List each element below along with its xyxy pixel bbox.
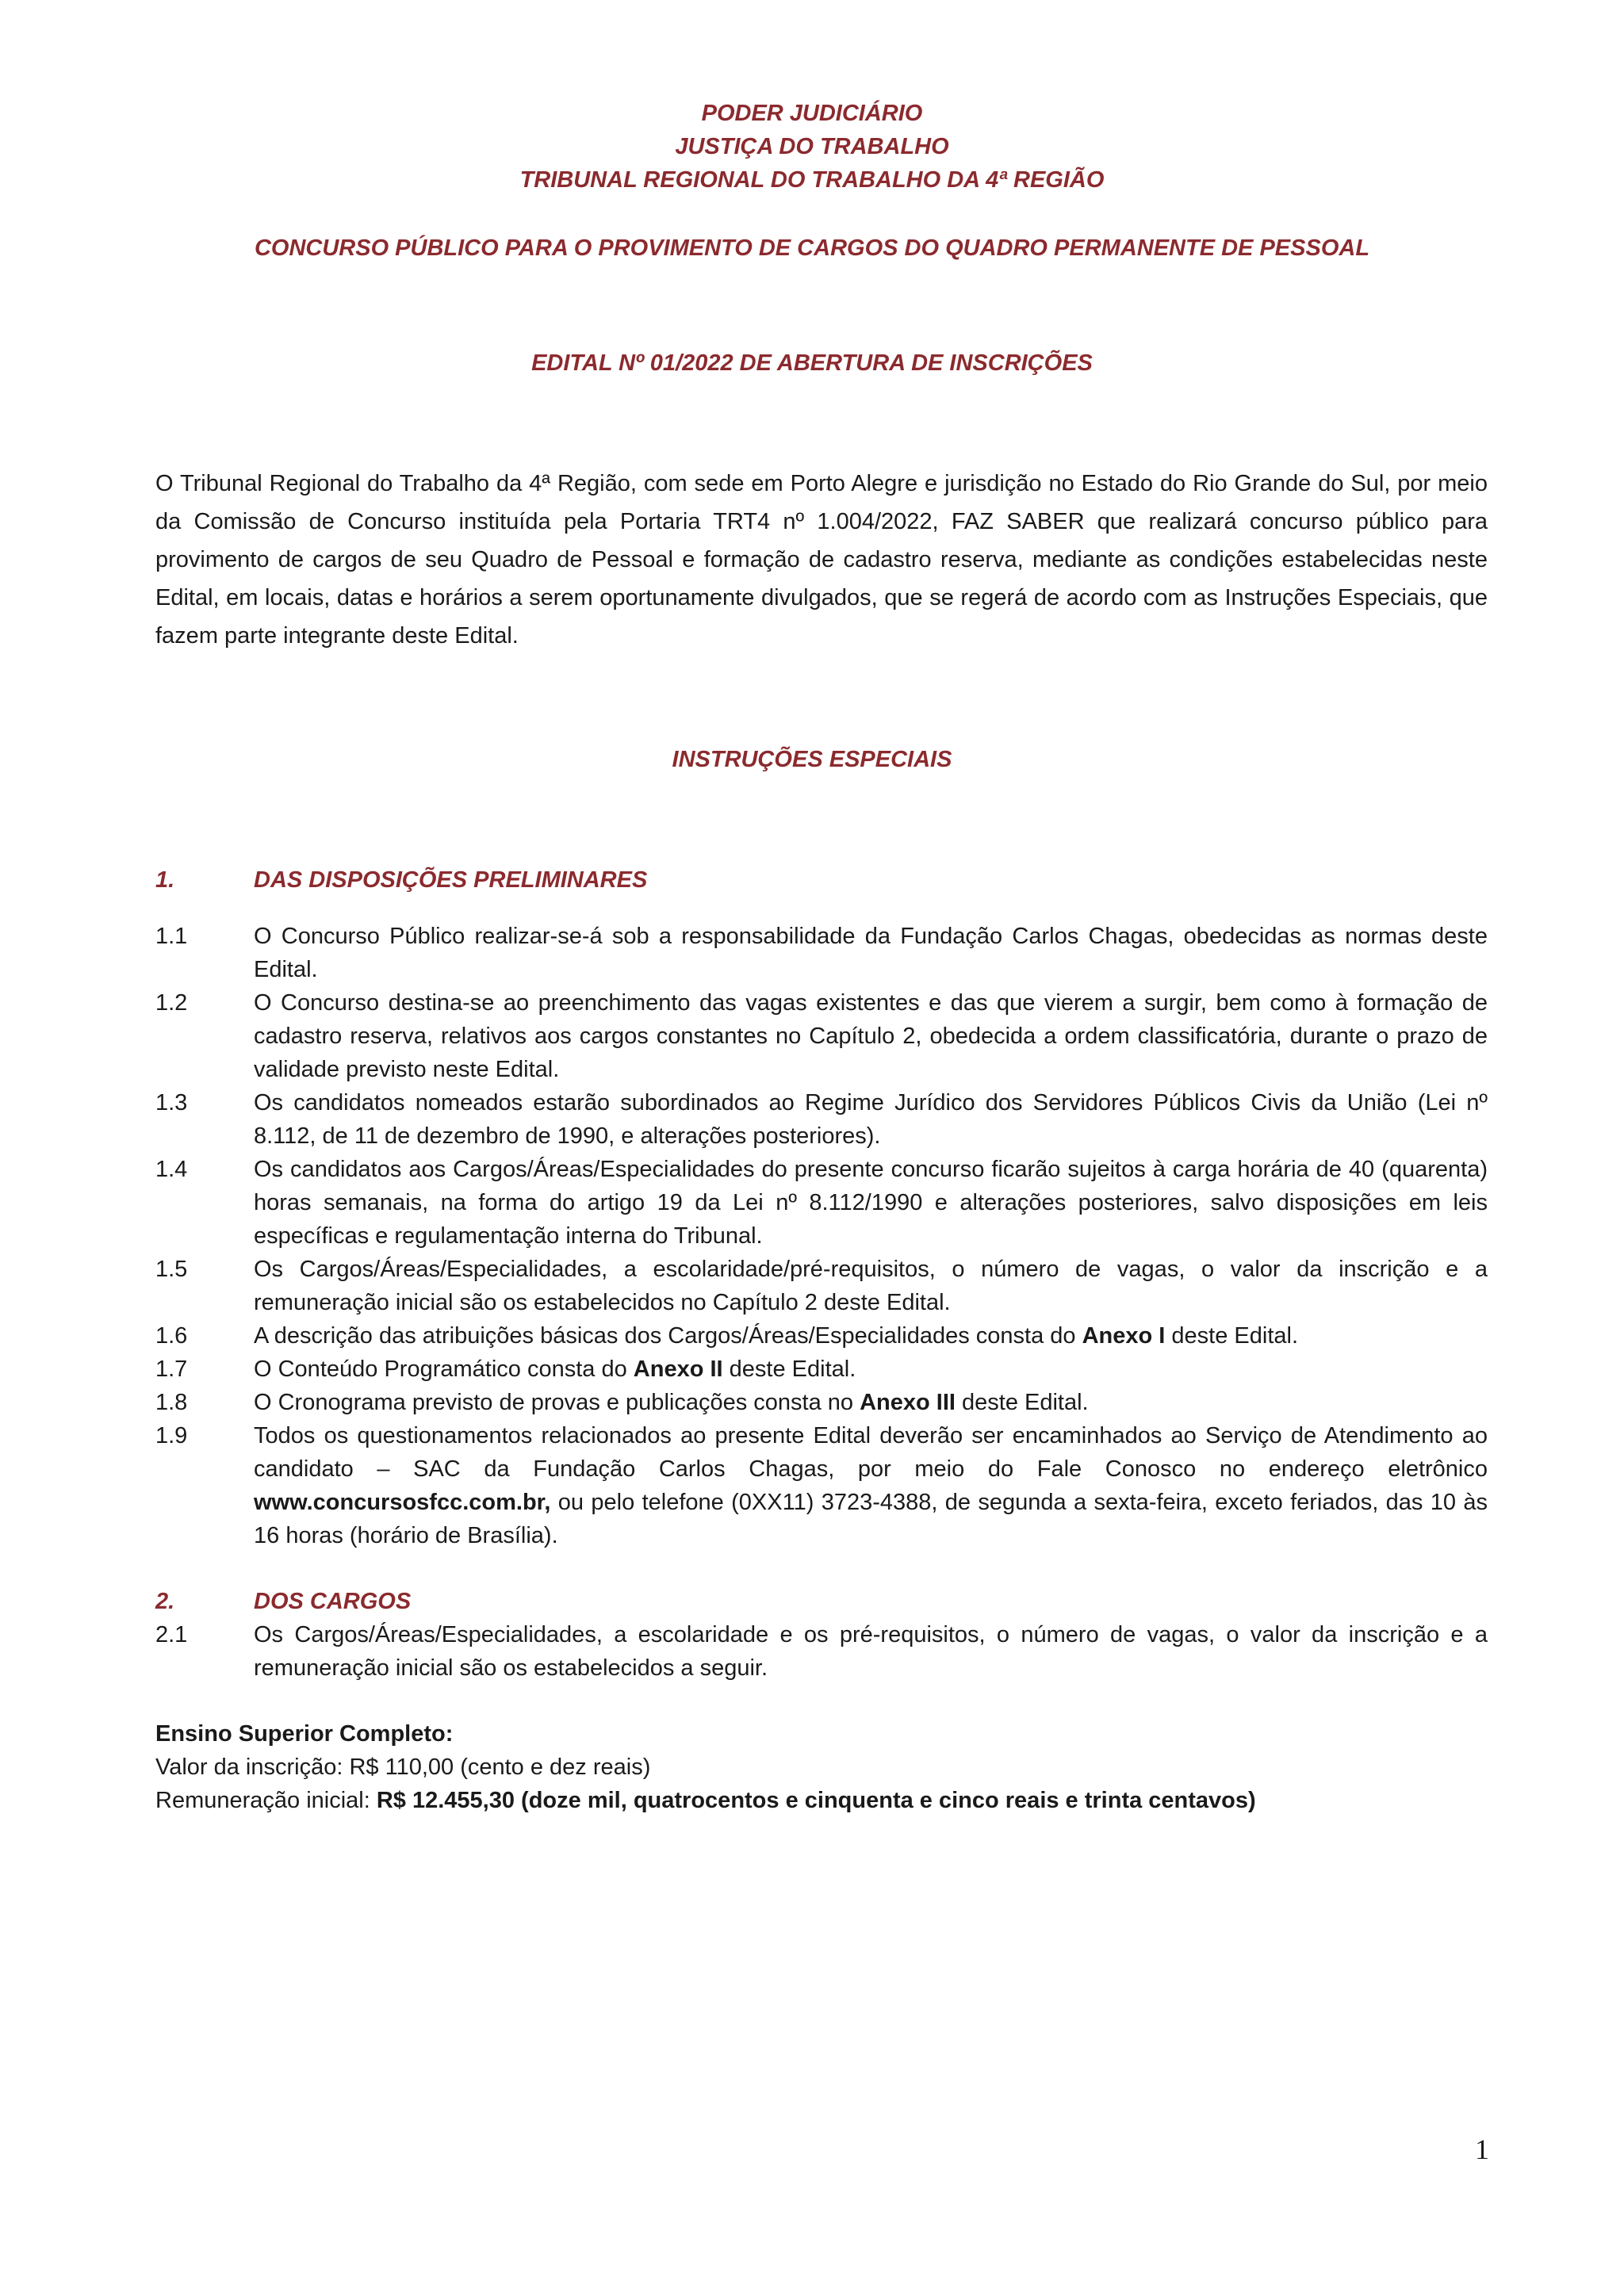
ensino-superior-block [155, 1717, 1488, 1817]
item-text-pre: O Cronograma previsto de provas e publicações consta no [254, 1390, 860, 1415]
header-line-concurso: CONCURSO PÚBLICO PARA O PROVIMENTO DE CARGOS DO QUADRO PERMANENTE DE PESSOAL [254, 235, 1370, 261]
section-2-number: 2. [155, 1589, 175, 1614]
item-number: 1.9 [155, 1423, 188, 1448]
list-item [155, 1153, 1488, 1253]
item-number: 1.1 [155, 924, 188, 949]
item-number: 1.6 [155, 1323, 188, 1349]
edital-title-block [0, 346, 1624, 380]
page-number: 1 [1475, 2133, 1489, 2165]
item-text-post: deste Edital. [722, 1357, 856, 1382]
item-number: 2.1 [155, 1622, 188, 1647]
instructions-title: INSTRUÇÕES ESPECIAIS [672, 747, 952, 772]
remuneracao-value: R$ 12.455,30 (doze mil, quatrocentos e cinquenta e cinco reais e trinta centavos) [376, 1788, 1256, 1813]
intro-paragraph: O Tribunal Regional do Trabalho da 4ª Região, com sede em Porto Alegre e jurisdição no Estado do Rio Grande do Sul, por meio da Comissão de Concurso instituída pela Portaria TRT4 nº 1.004/2022, FAZ SABER que realizará concurso público para provimento de cargos de seu Quadro de Pessoal e formação de cadastro reserva, mediante as condições estabelecidas neste Edital, em locais, datas e horários a serem oportunamente divulgados, que se regerá de acordo com as Instruções Especiais, que fazem parte integrante deste Edital. [155, 471, 1488, 649]
item-text-post: deste Edital. [1165, 1323, 1298, 1349]
item-text-pre: O Conteúdo Programático consta do [254, 1357, 634, 1382]
remuneracao-inicial [155, 1784, 1488, 1817]
header-line-poder: PODER JUDICIÁRIO [701, 101, 923, 126]
section-2-items [155, 1618, 1488, 1685]
instructions-title-block [0, 743, 1624, 776]
list-item [155, 986, 1488, 1086]
item-number: 1.8 [155, 1390, 188, 1415]
item-text [254, 1353, 1488, 1386]
item-text-pre: A descrição das atribuições básicas dos Cargos/Áreas/Especialidades consta do [254, 1323, 1082, 1349]
item-number: 1.7 [155, 1357, 188, 1382]
list-item [155, 1086, 1488, 1153]
document-header [0, 97, 1624, 197]
section-1-number: 1. [155, 867, 175, 893]
list-item [155, 1386, 1488, 1419]
item-text [254, 1319, 1488, 1353]
item-text-post: ou pelo telefone (0XX11) 3723-4388, de segunda a sexta-feira, exceto feriados, das 10 às 16 horas (horário de Brasília). [254, 1490, 1488, 1548]
item-text: Os Cargos/Áreas/Especialidades, a escolaridade e os pré-requisitos, o número de vagas, o valor da inscrição e a remuneração inicial são os estabelecidos a seguir. [254, 1622, 1488, 1681]
ensino-heading: Ensino Superior Completo: [155, 1721, 454, 1747]
list-item [155, 1419, 1488, 1552]
item-text [254, 1419, 1488, 1552]
annex-reference: Anexo III [860, 1390, 956, 1415]
list-item [155, 920, 1488, 986]
item-text: Os candidatos nomeados estarão subordinados ao Regime Jurídico dos Servidores Públicos Civis da União (Lei nº 8.112, de 11 de dezembro de 1990, e alterações posteriores). [254, 1090, 1488, 1149]
list-item [155, 1353, 1488, 1386]
item-text-pre: Todos os questionamentos relacionados ao presente Edital deverão ser encaminhados ao Serviço de Atendimento ao candidato – SAC da Fundação Carlos Chagas, por meio do Fale Conosco no endereço eletrônico [254, 1423, 1488, 1482]
section-1-title: DAS DISPOSIÇÕES PRELIMINARES [254, 867, 648, 893]
section-1-items [155, 920, 1488, 1552]
intro-paragraph-block [155, 465, 1488, 655]
annex-reference: Anexo I [1082, 1323, 1166, 1349]
item-number: 1.5 [155, 1257, 188, 1282]
edital-title: EDITAL Nº 01/2022 DE ABERTURA DE INSCRIÇÕES [531, 350, 1093, 376]
section-2-title: DOS CARGOS [254, 1589, 412, 1614]
item-text: Os Cargos/Áreas/Especialidades, a escolaridade/pré-requisitos, o número de vagas, o valor da inscrição e a remuneração inicial são os estabelecidos no Capítulo 2 deste Edital. [254, 1257, 1488, 1315]
website-link[interactable]: www.concursosfcc.com.br, [254, 1490, 551, 1515]
annex-reference: Anexo II [633, 1357, 723, 1382]
header-line-tribunal: TRIBUNAL REGIONAL DO TRABALHO DA 4ª REGIÃO [519, 167, 1105, 193]
list-item [155, 1253, 1488, 1319]
item-text: Os candidatos aos Cargos/Áreas/Especialidades do presente concurso ficarão sujeitos à carga horária de 40 (quarenta) horas semanais, na forma do artigo 19 da Lei nº 8.112/1990 e alterações posteriores, salvo disposições em leis específicas e regulamentação interna do Tribunal. [254, 1157, 1488, 1249]
item-number: 1.3 [155, 1090, 188, 1115]
item-number: 1.4 [155, 1157, 188, 1182]
list-item [155, 1618, 1488, 1685]
header-concurso [0, 232, 1624, 265]
item-text: O Concurso Público realizar-se-á sob a responsabilidade da Fundação Carlos Chagas, obedecidas as normas deste Edital. [254, 924, 1488, 982]
item-text: O Concurso destina-se ao preenchimento das vagas existentes e das que vierem a surgir, bem como à formação de cadastro reserva, relativos aos cargos constantes no Capítulo 2, obedecida a ordem classificatória, durante o prazo de validade previsto neste Edital. [254, 990, 1488, 1082]
section-1-heading [155, 863, 1488, 897]
valor-inscricao: Valor da inscrição: R$ 110,00 (cento e dez reais) [155, 1755, 651, 1780]
header-line-justica: JUSTIÇA DO TRABALHO [675, 134, 949, 159]
item-text-post: deste Edital. [955, 1390, 1089, 1415]
remuneracao-label: Remuneração inicial: [155, 1788, 377, 1813]
section-2-heading [155, 1585, 1488, 1618]
item-number: 1.2 [155, 990, 188, 1016]
item-text [254, 1386, 1488, 1419]
list-item [155, 1319, 1488, 1353]
